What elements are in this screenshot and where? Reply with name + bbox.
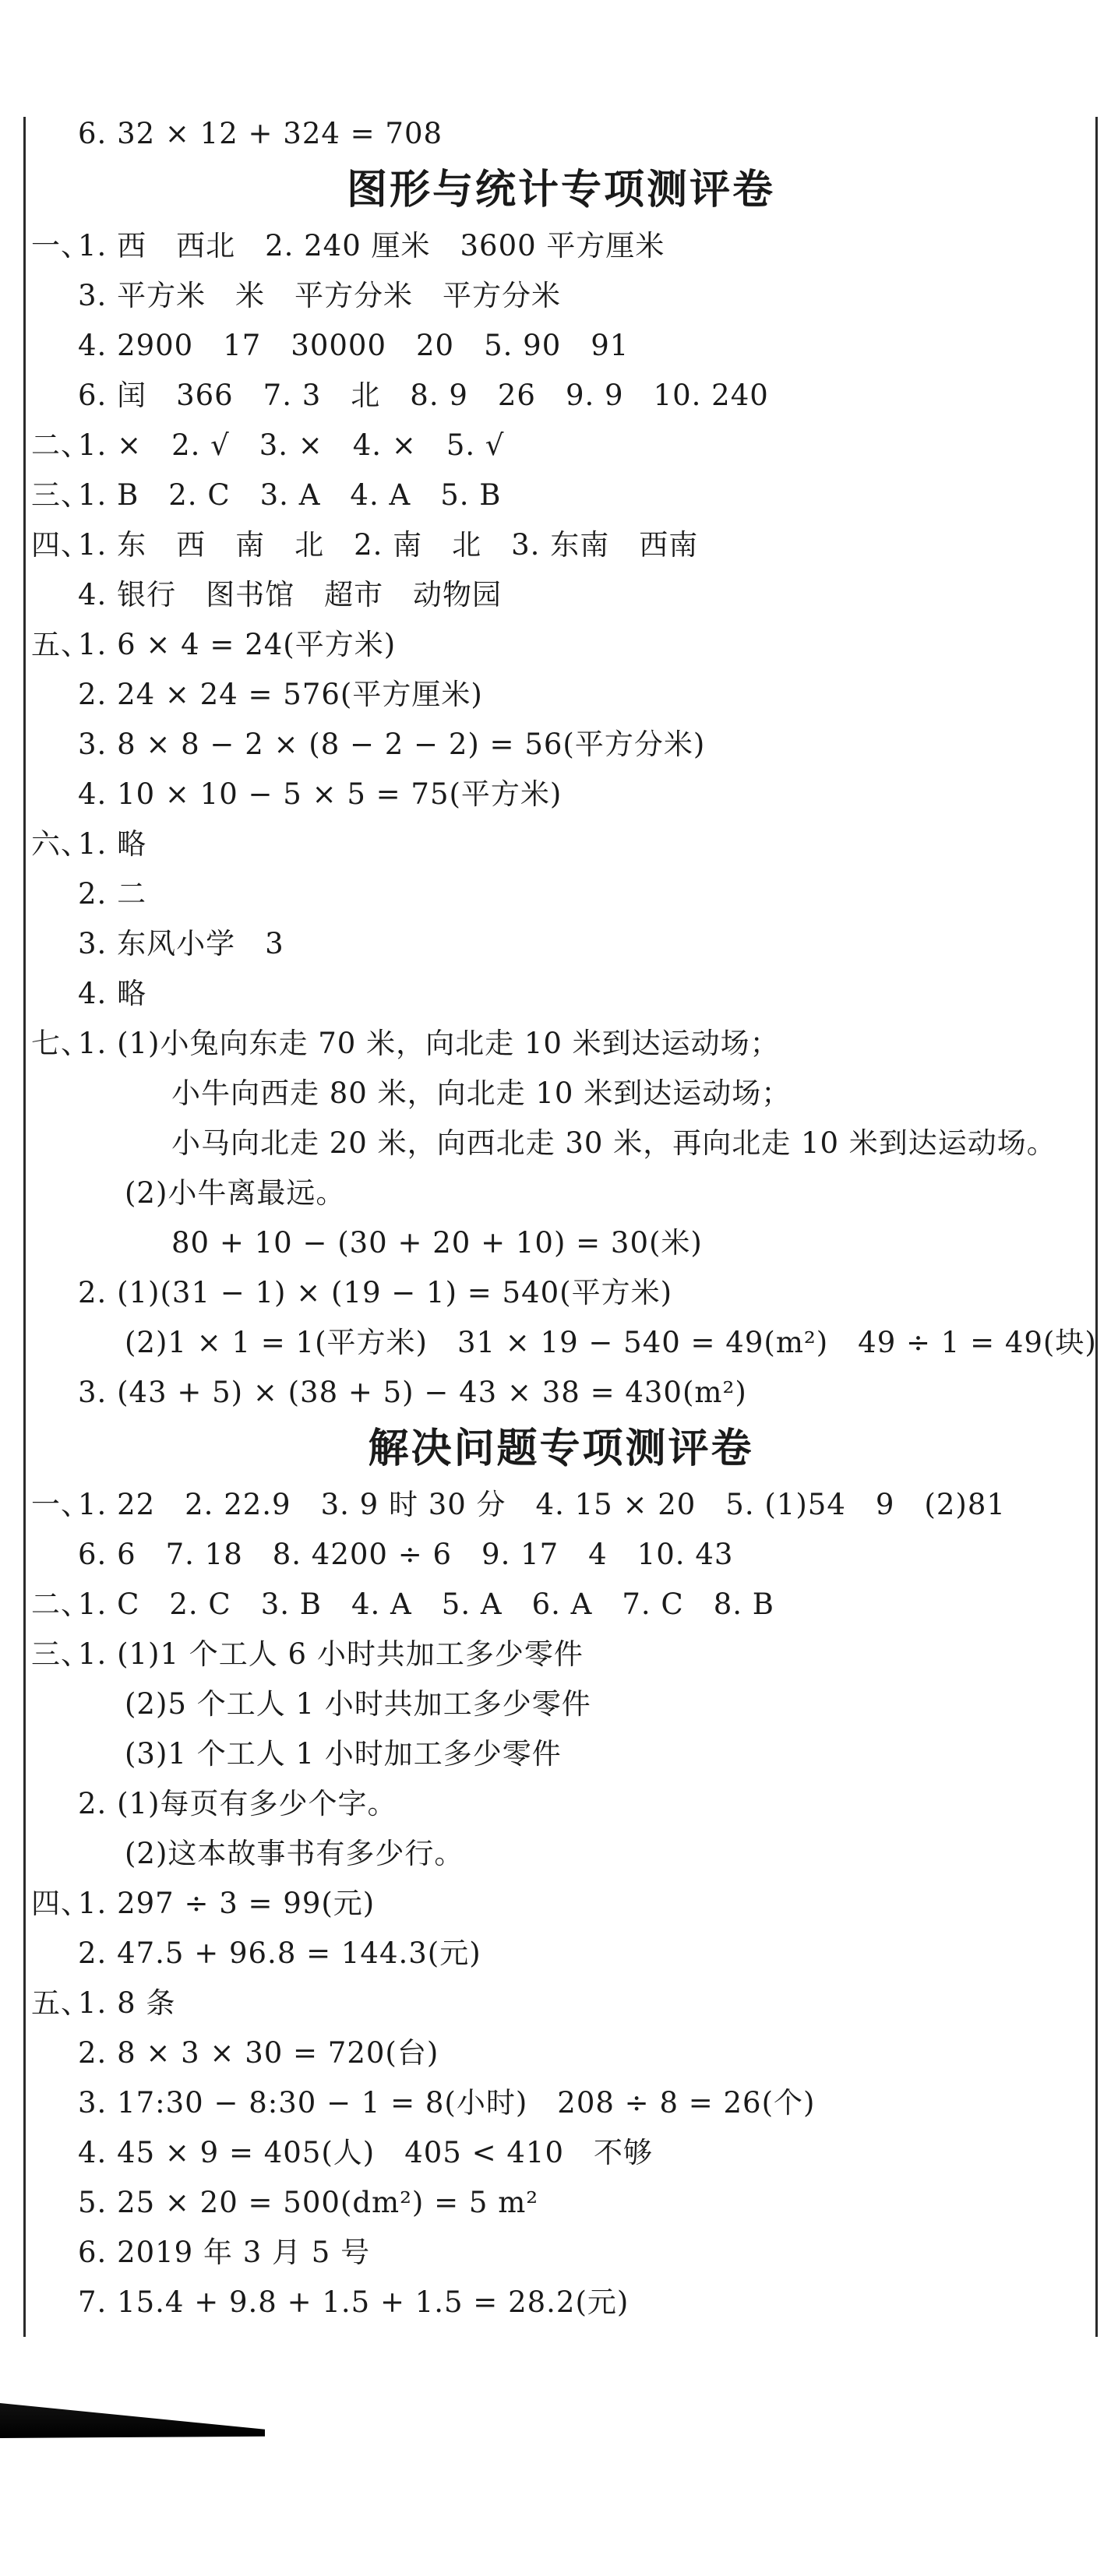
answer-text: (2)小牛离最远。	[125, 1176, 346, 1210]
answer-text: 3. 东风小学 3	[78, 927, 284, 960]
answer-text: 4. 2900 17 30000 20 5. 90 91	[78, 329, 630, 362]
answer-text: 2. 47.5 + 96.8 = 144.3(元)	[78, 1936, 481, 1970]
answer-text: (2)5 个工人 1 小时共加工多少零件	[125, 1687, 591, 1721]
answer-text: 1. × 2. √ 3. × 4. × 5. √	[78, 428, 505, 462]
answer-line	[31, 2028, 1091, 2078]
section-title: 解决问题专项测评卷	[368, 1425, 754, 1472]
answer-text: 1. (1)小兔向东走 70 米，向北走 10 米到达运动场；	[78, 1027, 780, 1060]
answer-line	[31, 720, 1091, 770]
section-number-label: 七、	[31, 1027, 90, 1060]
section-number-label: 四、	[31, 528, 90, 562]
answer-line	[31, 271, 1091, 321]
answer-text: 2. (1)每页有多少个字。	[78, 1787, 397, 1820]
answer-line	[31, 1779, 1091, 1829]
section-number-label: 一、	[31, 1488, 90, 1521]
answer-line	[31, 1368, 1091, 1418]
answer-line	[31, 1729, 1091, 1779]
answer-line	[31, 919, 1091, 969]
answer-text: 小牛向西走 80 米，向北走 10 米到达运动场；	[171, 1077, 792, 1110]
answer-text: (3)1 个工人 1 小时加工多少零件	[125, 1737, 562, 1771]
answer-line	[31, 1019, 1091, 1069]
answer-line	[31, 1580, 1091, 1630]
answer-line	[31, 1168, 1091, 1218]
answer-line	[31, 1119, 1091, 1168]
answer-line	[31, 670, 1091, 720]
answer-text: 1. B 2. C 3. A 4. A 5. B	[78, 478, 502, 512]
answer-line	[31, 620, 1091, 670]
answer-text: 1. 297 ÷ 3 = 99(元)	[78, 1887, 376, 1920]
answer-text: 1. 东 西 南 北 2. 南 北 3. 东南 西南	[78, 528, 699, 562]
answer-line	[31, 2278, 1091, 2328]
answer-text: 1. (1)1 个工人 6 小时共加工多少零件	[78, 1637, 584, 1671]
answer-text: 4. 略	[78, 977, 147, 1010]
answer-line	[31, 1879, 1091, 1929]
section-title: 图形与统计专项测评卷	[346, 167, 775, 213]
answer-text: 6. 闰 366 7. 3 北 8. 9 26 9. 9 10. 240	[78, 379, 769, 412]
answer-text: 1. 略	[78, 827, 147, 861]
answer-line	[31, 1069, 1091, 1119]
section-number-label: 二、	[31, 1588, 90, 1621]
answer-line	[31, 2178, 1091, 2228]
answer-line	[31, 1929, 1091, 1979]
answer-text: 1. C 2. C 3. B 4. A 5. A 6. A 7. C 8. B	[78, 1588, 774, 1621]
answer-line	[31, 2228, 1091, 2278]
answer-text: 4. 45 × 9 = 405(人) 405 < 410 不够	[78, 2136, 653, 2169]
section-number-label: 六、	[31, 827, 90, 861]
answer-line	[31, 570, 1091, 620]
answer-line	[31, 1480, 1091, 1530]
answer-line	[31, 869, 1091, 919]
answer-line	[31, 1268, 1091, 1318]
answer-text: 3. (43 + 5) × (38 + 5) − 43 × 38 = 430(m²)	[78, 1376, 747, 1409]
answer-line	[31, 520, 1091, 570]
answer-line	[31, 421, 1091, 470]
answer-text: 1. 8 条	[78, 1986, 176, 2020]
answer-text: 6. 6 7. 18 8. 4200 ÷ 6 9. 17 4 10. 43	[78, 1538, 734, 1571]
right-border-rule	[1095, 117, 1098, 2337]
answer-text: (2)1 × 1 = 1(平方米) 31 × 19 − 540 = 49(m²) 49 ÷ 1 = 49(块)	[125, 1326, 1097, 1359]
answer-line	[31, 321, 1091, 371]
answer-text: 3. 8 × 8 − 2 × (8 − 2 − 2) = 56(平方分米)	[78, 728, 706, 761]
answer-text: 4. 银行 图书馆 超市 动物园	[78, 578, 503, 611]
answer-text: 2. 8 × 3 × 30 = 720(台)	[78, 2036, 439, 2070]
answer-text: 1. 西 西北 2. 240 厘米 3600 平方厘米	[78, 229, 665, 263]
answer-line	[31, 1679, 1091, 1729]
section-number-label: 四、	[31, 1887, 90, 1920]
answer-key-content	[31, 109, 1097, 2328]
answer-text: 3. 17:30 − 8:30 − 1 = 8(小时) 208 ÷ 8 = 26(个)	[78, 2086, 816, 2120]
answer-text: 6. 2019 年 3 月 5 号	[78, 2236, 371, 2269]
answer-line	[31, 969, 1091, 1019]
answer-line	[31, 2078, 1091, 2128]
answer-line	[31, 470, 1091, 520]
answer-line	[31, 1829, 1091, 1879]
section-number-label: 三、	[31, 1637, 90, 1671]
answer-line	[31, 1218, 1091, 1268]
section-number-label: 五、	[31, 1986, 90, 2020]
answer-line	[31, 109, 1091, 159]
answer-text: 1. 22 2. 22.9 3. 9 时 30 分 4. 15 × 20 5. (1)54 9 (2)81	[78, 1488, 1006, 1521]
section-number-label: 二、	[31, 428, 90, 462]
answer-text: 5. 25 × 20 = 500(dm²) = 5 m²	[78, 2186, 539, 2219]
answer-text: 3. 平方米 米 平方分米 平方分米	[78, 279, 562, 312]
answer-line	[31, 819, 1091, 869]
answer-text: 6. 32 × 12 + 324 = 708	[78, 117, 443, 150]
answer-text: 小马向北走 20 米，向西北走 30 米，再向北走 10 米到达运动场。	[171, 1126, 1056, 1160]
section-number-label: 三、	[31, 478, 90, 512]
answer-text: 2. (1)(31 − 1) × (19 − 1) = 540(平方米)	[78, 1276, 673, 1309]
answer-text: (2)这本故事书有多少行。	[125, 1837, 464, 1870]
page-edge-shadow	[0, 2403, 265, 2438]
answer-line	[31, 1530, 1091, 1580]
section-number-label: 一、	[31, 229, 90, 263]
answer-text: 80 + 10 − (30 + 20 + 10) = 30(米)	[171, 1226, 703, 1260]
answer-line	[31, 770, 1091, 819]
answer-line	[31, 2128, 1091, 2178]
answer-text: 7. 15.4 + 9.8 + 1.5 + 1.5 = 28.2(元)	[78, 2285, 630, 2319]
answer-line	[31, 1630, 1091, 1679]
answer-line	[31, 221, 1091, 271]
answer-line	[31, 371, 1091, 421]
answer-text: 1. 6 × 4 = 24(平方米)	[78, 628, 397, 661]
answer-text: 2. 24 × 24 = 576(平方厘米)	[78, 678, 483, 711]
answer-line	[31, 1318, 1097, 1368]
answer-text: 2. 二	[78, 877, 147, 911]
answer-text: 4. 10 × 10 − 5 × 5 = 75(平方米)	[78, 777, 563, 811]
section-number-label: 五、	[31, 628, 90, 661]
left-border-rule	[23, 117, 26, 2337]
answer-line	[31, 1979, 1091, 2028]
